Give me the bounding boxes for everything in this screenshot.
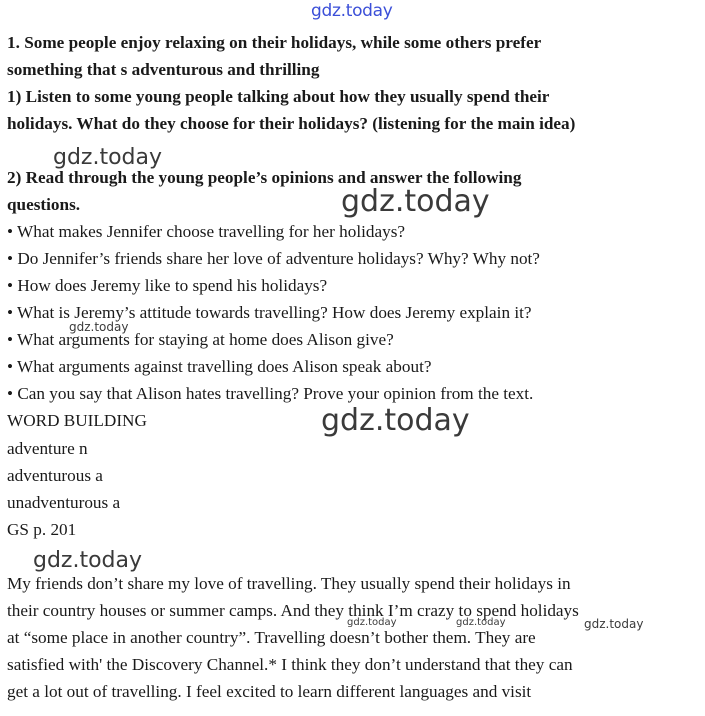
question-6: • What arguments against travelling does Alison speak about?	[7, 357, 432, 376]
watermark-4: gdz.today	[321, 403, 470, 438]
passage-line-4: satisfied with' the Discovery Channel.* I think they don’t understand that they can	[7, 655, 573, 674]
task-1-1-heading-cont: holidays. What do they choose for their holidays? (listening for the main idea)	[7, 114, 576, 133]
grammar-reference: GS p. 201	[7, 520, 77, 539]
passage-line-2: their country houses or summer camps. And they think I’m crazy to spend holidays	[7, 601, 579, 620]
task-1-2-heading-cont: questions.	[7, 195, 81, 214]
watermark-8: gdz.today	[584, 617, 644, 631]
word-adventurous: adventurous a	[7, 466, 103, 485]
question-3: • How does Jeremy like to spend his holidays?	[7, 276, 328, 295]
watermark-7: gdz.today	[456, 617, 506, 628]
watermark-3: gdz.today	[69, 320, 129, 334]
question-2: • Do Jennifer’s friends share her love of adventure holidays? Why? Why not?	[7, 249, 540, 268]
watermark-1: gdz.today	[53, 145, 163, 170]
passage-line-1: My friends don’t share my love of travelling. They usually spend their holidays in	[7, 574, 571, 593]
word-adventure: adventure n	[7, 439, 88, 458]
word-unadventurous: unadventurous a	[7, 493, 121, 512]
passage-line-5: get a lot out of travelling. I feel excited to learn different languages and visit	[7, 682, 532, 701]
task-1-heading-cont: something that s adventurous and thrilling	[7, 60, 320, 79]
watermark-5: gdz.today	[33, 548, 143, 573]
word-building-heading: WORD BUILDING	[7, 411, 147, 430]
task-1-1-heading: 1) Listen to some young people talking about how they usually spend their	[7, 87, 550, 106]
question-1: • What makes Jennifer choose travelling for her holidays?	[7, 222, 406, 241]
question-5: • What arguments for staying at home does Alison give?	[7, 330, 394, 349]
watermark-top: gdz.today	[311, 1, 393, 21]
task-1-heading: 1. Some people enjoy relaxing on their holidays, while some others prefer	[7, 33, 542, 52]
task-1-2-heading: 2) Read through the young people’s opinions and answer the following	[7, 168, 522, 187]
watermark-6: gdz.today	[347, 617, 397, 628]
passage-line-3: at “some place in another country”. Travelling doesn’t bother them. They are	[7, 628, 536, 647]
question-4: • What is Jeremy’s attitude towards travelling? How does Jeremy explain it?	[7, 303, 532, 322]
watermark-2: gdz.today	[341, 184, 490, 219]
question-7: • Can you say that Alison hates travelling? Prove your opinion from the text.	[7, 384, 534, 403]
